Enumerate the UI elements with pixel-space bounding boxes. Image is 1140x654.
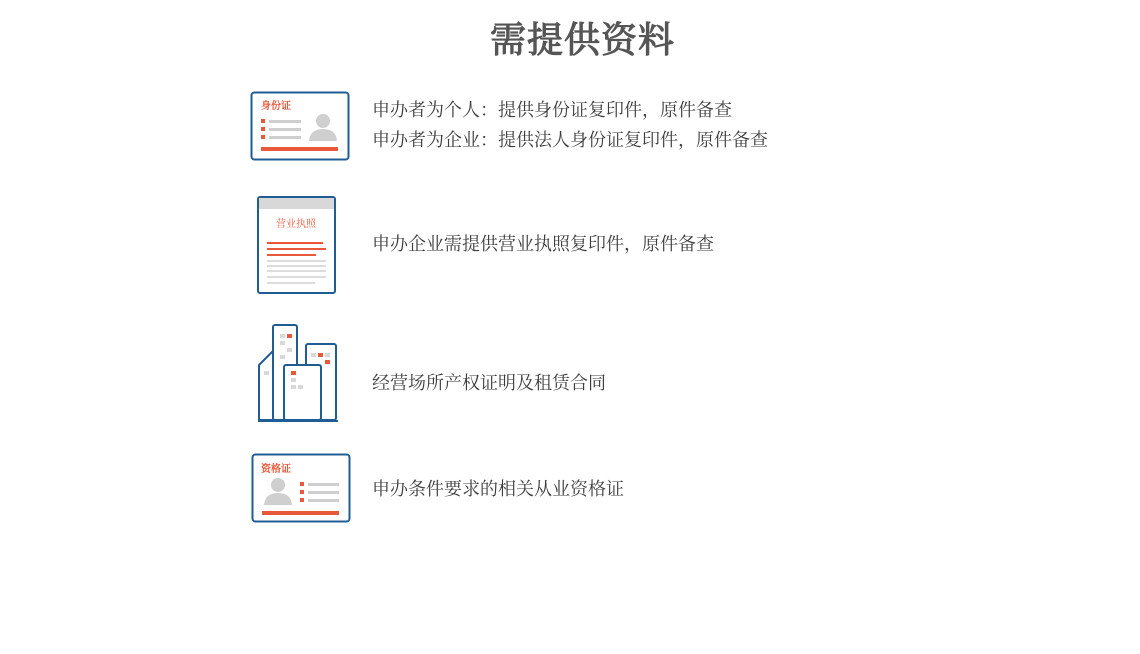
premises-requirement: 经营场所产权证明及租赁合同 — [372, 373, 606, 394]
id-requirement-enterprise: 申办者为企业：提供法人身份证复印件，原件备查 — [372, 130, 768, 151]
id-card-icon — [250, 91, 352, 162]
buildings-icon — [256, 322, 340, 424]
qualification-requirement: 申办条件要求的相关从业资格证 — [372, 479, 624, 500]
qualification-card-label: 资格证 — [261, 464, 291, 475]
business-license-requirement: 申办企业需提供营业执照复印件，原件备查 — [372, 234, 714, 255]
business-license-icon — [256, 195, 339, 297]
id-card-label: 身份证 — [261, 101, 291, 112]
business-license-label: 营业执照 — [276, 219, 316, 230]
id-requirement-individual: 申办者为个人：提供身份证复印件，原件备查 — [372, 100, 732, 121]
page-title: 需提供资料 — [489, 20, 675, 61]
qualification-card-icon — [251, 453, 353, 525]
